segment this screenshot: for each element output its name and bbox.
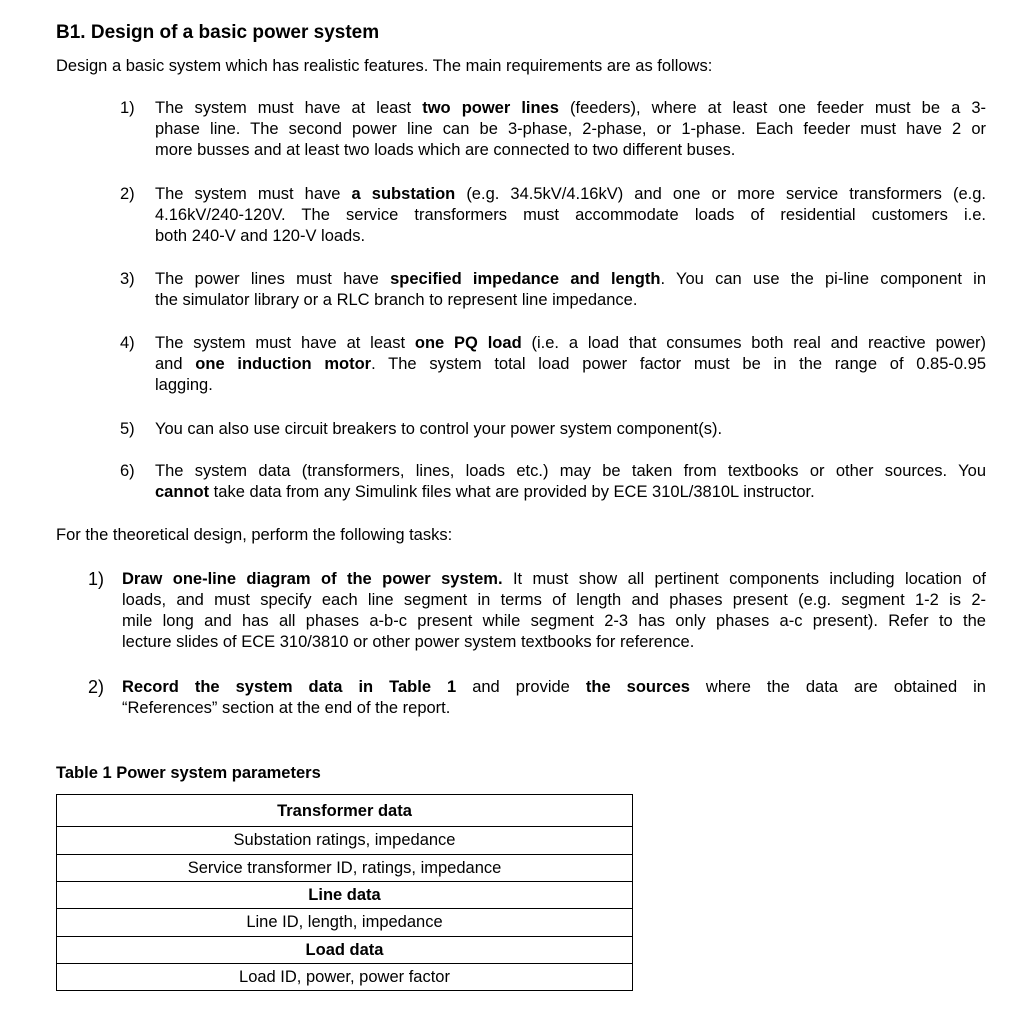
table-section-header: Load data xyxy=(57,936,633,963)
body-text: mile long and has all phases a-b-c present while segment 2-3 has only phases a-c present). Refer to the xyxy=(122,612,986,630)
body-text: loads, and must specify each line segment in terms of length and phases present (e.g. segment 1-2 is 2- xyxy=(122,591,986,609)
body-text: phase line. The second power line can be 3-phase, 2-phase, or 1-phase. Each feeder must have 2 or xyxy=(155,120,986,138)
body-text: . The system total load power factor must be in the range of 0.85-0.95 xyxy=(371,355,986,373)
section-intro: Design a basic system which has realistic features. The main requirements are as follows: xyxy=(56,57,713,75)
body-text: the simulator library or a RLC branch to represent line impedance. xyxy=(155,291,638,309)
body-text: more busses and at least two loads which are connected to two different buses. xyxy=(155,141,736,159)
body-text: . You can use the pi-line component in xyxy=(660,270,987,288)
task-line xyxy=(122,698,986,719)
emphasis-text: the sources xyxy=(585,678,690,696)
emphasis-text: two power lines xyxy=(422,99,559,117)
task-text xyxy=(122,677,986,719)
section-title: B1. Design of a basic power system xyxy=(56,22,380,43)
emphasis-text: Record the system data in Table 1 xyxy=(122,678,457,696)
requirement-text xyxy=(155,269,986,311)
emphasis-text: one PQ load xyxy=(414,334,522,352)
body-text: (feeders), where at least one feeder must be a 3- xyxy=(558,99,987,117)
requirement-text xyxy=(155,184,986,247)
task-line xyxy=(122,632,986,653)
table-cell: Substation ratings, impedance xyxy=(57,827,633,855)
body-text: lecture slides of ECE 310/3810 or other power system textbooks for reference. xyxy=(122,633,695,651)
task-line xyxy=(122,611,986,632)
task-number: 1) xyxy=(88,569,105,589)
emphasis-text: a substation xyxy=(351,185,456,203)
table-section-header: Transformer data xyxy=(57,795,633,827)
task-line xyxy=(122,590,986,611)
table-row xyxy=(57,827,633,855)
requirement-line xyxy=(155,184,986,205)
task-line xyxy=(122,569,986,590)
table-row xyxy=(57,795,633,827)
table-row xyxy=(57,936,633,963)
task-line xyxy=(122,677,986,698)
emphasis-text: one induction motor xyxy=(195,355,372,373)
body-text: (i.e. a load that consumes both real and reactive power) xyxy=(521,334,987,352)
requirement-line xyxy=(155,140,986,161)
body-text: It must show all pertinent components including location of xyxy=(502,570,986,588)
table-cell: Load ID, power, power factor xyxy=(57,963,633,991)
requirement-line xyxy=(155,119,986,140)
emphasis-text: Draw one-line diagram of the power system. xyxy=(122,570,503,588)
requirement-number: 4) xyxy=(120,334,135,352)
table-cell: Line ID, length, impedance xyxy=(57,909,633,937)
requirement-line xyxy=(155,290,986,311)
requirement-line xyxy=(155,226,986,247)
body-text: The system must have at least xyxy=(155,334,415,352)
table-section-header: Line data xyxy=(57,882,633,909)
body-text: “References” section at the end of the report. xyxy=(122,699,451,717)
requirement-line xyxy=(155,419,986,440)
tasks-intro: For the theoretical design, perform the following tasks: xyxy=(56,526,453,544)
requirement-number: 6) xyxy=(120,462,135,480)
requirement-text xyxy=(155,419,986,440)
requirement-line xyxy=(155,461,986,482)
task-text xyxy=(122,569,986,653)
requirement-number: 5) xyxy=(120,420,135,438)
body-text: The system must have at least xyxy=(155,99,423,117)
table-row xyxy=(57,882,633,909)
requirement-number: 3) xyxy=(120,270,135,288)
body-text: and xyxy=(155,355,196,373)
body-text: The system must have xyxy=(155,185,352,203)
table-cell: Service transformer ID, ratings, impedance xyxy=(57,854,633,882)
body-text: lagging. xyxy=(155,376,213,394)
requirement-number: 2) xyxy=(120,185,135,203)
requirement-number: 1) xyxy=(120,99,135,117)
emphasis-text: cannot xyxy=(155,483,210,501)
requirement-line xyxy=(155,269,986,290)
table-caption: Table 1 Power system parameters xyxy=(56,764,321,782)
table-row xyxy=(57,963,633,991)
body-text: take data from any Simulink files what are provided by ECE 310L/3810L instructor. xyxy=(209,483,815,501)
table-row xyxy=(57,909,633,937)
table-row xyxy=(57,854,633,882)
body-text: both 240-V and 120-V loads. xyxy=(155,227,366,245)
body-text: 4.16kV/240-120V. The service transformers must accommodate loads of residential customers i.e. xyxy=(155,206,986,224)
body-text: and provide xyxy=(456,678,586,696)
body-text: (e.g. 34.5kV/4.16kV) and one or more service transformers (e.g. xyxy=(455,185,987,203)
body-text: You can also use circuit breakers to control your power system component(s). xyxy=(155,420,723,438)
requirement-line xyxy=(155,205,986,226)
body-text: The power lines must have xyxy=(155,270,391,288)
requirement-text xyxy=(155,461,986,503)
requirement-line xyxy=(155,482,986,503)
requirement-line xyxy=(155,354,986,375)
body-text: where the data are obtained in xyxy=(689,678,986,696)
requirement-text xyxy=(155,98,986,161)
requirement-line xyxy=(155,375,986,396)
requirement-line xyxy=(155,98,986,119)
emphasis-text: specified impedance and length xyxy=(390,270,661,288)
power-system-parameters-table xyxy=(56,794,633,991)
body-text: The system data (transformers, lines, loads etc.) may be taken from textbooks or other sources. You xyxy=(155,462,986,480)
task-number: 2) xyxy=(88,677,105,697)
requirement-line xyxy=(155,333,986,354)
requirement-text xyxy=(155,333,986,396)
